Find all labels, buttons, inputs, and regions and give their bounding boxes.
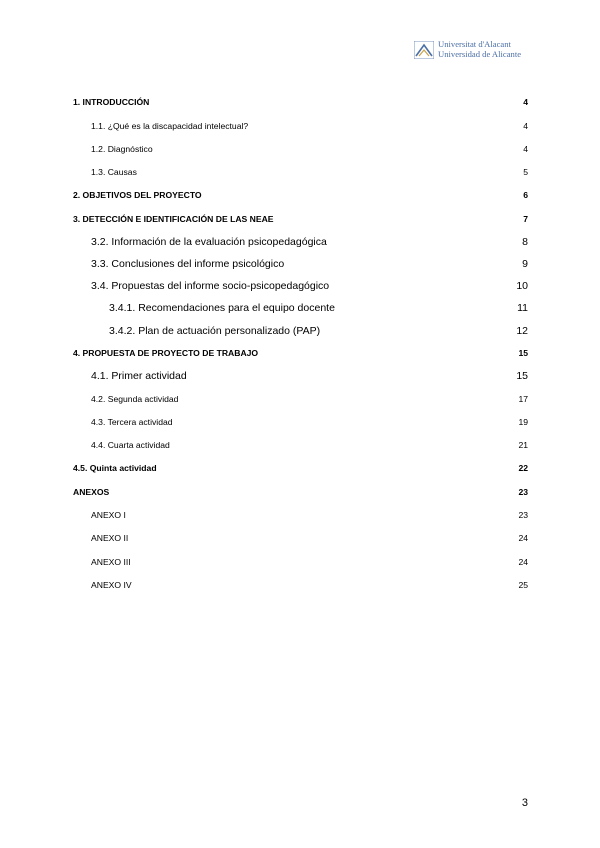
toc-entry[interactable] [0,580,600,594]
toc-entry-page: 15 [516,370,528,382]
toc-entry-label: 1.2. Diagnóstico [91,144,153,154]
toc-entry-page: 19 [518,417,528,427]
toc-entry-label: 3. DETECCIÓN E IDENTIFICACIÓN DE LAS NEAE [73,214,274,224]
toc-entry[interactable] [0,258,600,272]
toc-entry-page: 23 [518,510,528,520]
toc-entry[interactable] [0,510,600,524]
toc-entry-label: 1.1. ¿Qué es la discapacidad intelectual? [91,121,249,131]
toc-entry-label: 4.1. Primer actividad [91,370,187,382]
toc-entry-label: 3.4. Propuestas del informe socio-psicopedagógico [91,280,330,292]
toc-entry-page: 12 [516,325,528,337]
toc-entry-label: 3.4.1. Recomendaciones para el equipo docente [109,302,335,314]
toc-entry[interactable] [0,394,600,408]
toc-entry-page: 22 [518,463,528,473]
university-name [438,40,521,59]
toc-entry-label: 3.2. Información de la evaluación psicopedagógica [91,236,327,248]
university-emblem-icon [414,41,434,59]
toc-entry-label: ANEXOS [73,487,110,497]
toc-entry-label: ANEXO II [91,533,129,543]
toc-entry-page: 4 [523,144,528,154]
toc-entry-page: 5 [523,167,528,177]
toc-entry-page: 24 [518,533,528,543]
toc-entry-page: 21 [518,440,528,450]
university-logo [414,40,521,59]
toc-entry-page: 8 [522,236,528,248]
page-number: 3 [521,797,528,809]
toc-entry-label: 4.2. Segunda actividad [91,394,179,404]
toc-entry-page: 24 [518,557,528,567]
toc-entry[interactable] [0,302,600,316]
toc-entry-label: 3.4.2. Plan de actuación personalizado (PAP) [109,325,321,337]
toc-entry[interactable] [0,417,600,431]
toc-entry[interactable] [0,370,600,384]
toc-entry-label: ANEXO IV [91,580,132,590]
logo-line-2: Universidad de Alicante [438,48,522,59]
toc-entry[interactable] [0,280,600,294]
toc-entry-page: 23 [518,487,528,497]
toc-entry-label: 1.3. Causas [91,167,137,177]
toc-entry-page: 10 [516,280,528,292]
toc-entry-label: 3.3. Conclusiones del informe psicológico [91,258,285,270]
toc-entry[interactable] [0,214,600,228]
toc-entry[interactable] [0,236,600,250]
toc-entry[interactable] [0,121,600,135]
toc-entry-page: 9 [522,258,528,270]
toc-entry-label: 2. OBJETIVOS DEL PROYECTO [73,190,202,200]
toc-entry-label: ANEXO III [91,557,131,567]
toc-entry-label: 4.4. Cuarta actividad [91,440,170,450]
toc-entry-label: 4. PROPUESTA DE PROYECTO DE TRABAJO [73,348,259,358]
toc-entry-page: 4 [523,97,528,107]
toc-entry-label: 1. INTRODUCCIÓN [73,97,150,107]
toc-entry-page: 15 [518,348,528,358]
toc-entry-page: 25 [518,580,528,590]
toc-entry-page: 4 [523,121,528,131]
toc-entry-page: 11 [517,302,528,314]
toc-entry[interactable] [0,463,600,477]
toc-entry-label: 4.3. Tercera actividad [91,417,173,427]
toc-entry[interactable] [0,144,600,158]
toc-entry[interactable] [0,487,600,501]
toc-entry[interactable] [0,348,600,362]
toc-entry-page: 7 [523,214,528,224]
toc-entry[interactable] [0,97,600,111]
toc-entry-label: ANEXO I [91,510,126,520]
toc-entry-label: 4.5. Quinta actividad [73,463,157,473]
toc-entry[interactable] [0,440,600,454]
toc-entry-page: 6 [523,190,528,200]
toc-entry[interactable] [0,533,600,547]
toc-entry-page: 17 [518,394,528,404]
toc-entry[interactable] [0,167,600,181]
toc-entry[interactable] [0,325,600,339]
toc-entry[interactable] [0,190,600,204]
logo-line-1: Universitat d'Alacant [438,39,511,49]
toc-entry[interactable] [0,557,600,571]
